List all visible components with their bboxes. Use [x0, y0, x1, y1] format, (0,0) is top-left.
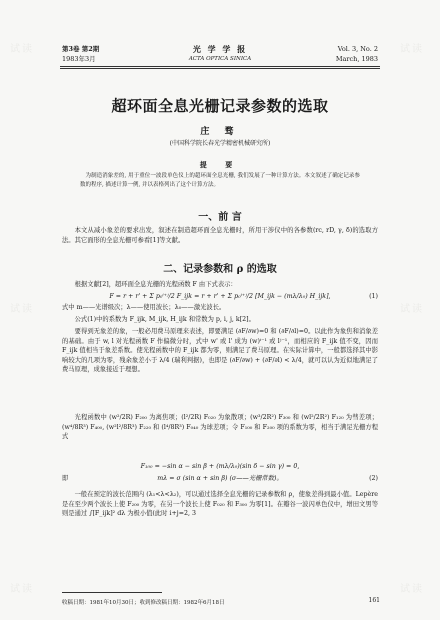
equation-body: mλ = σ (sin α + sin β) (σ——光栅常数)。	[157, 475, 283, 482]
footnote-rule	[62, 592, 162, 593]
equation-1	[62, 292, 378, 301]
equation-body: F = r + r' + Σ p₀ⁱ⁺ʲ/2 F_ijk = r + r' + Σ p₀ⁱ⁺ʲ/2 [M_ijk − (mλ/λ₀) H_ijk],	[109, 293, 331, 300]
journal-name-cn: 光 学 学 报	[192, 44, 248, 54]
equation-lead: 即	[62, 475, 69, 482]
section-title: 一、前 言	[198, 212, 242, 223]
header-rule	[60, 66, 380, 67]
section-paragraph: 根据文献[2]，超环面全息光栅的光程函数 F 由下式表示：	[74, 281, 237, 288]
watermark: 试读	[10, 44, 34, 55]
section-title: 二、记录参数和 ρ 的选取	[163, 264, 277, 275]
header-rule	[60, 68, 380, 69]
journal-name-en: ACTA OPTICA SINICA	[188, 56, 252, 62]
volume-issue: 第3卷 第2期	[62, 45, 100, 53]
page-number: 161	[368, 597, 380, 604]
section-paragraph: 要得到无象差的象，一般必用费马原理来表述，即要满足 (∂F/∂w)=0 和 (∂F/∂l)=0。以此作为象焦和消象差的基础。由于 w, l 对光程函数 F 作偏微分时，式中 w' 或 l' 成为 (w)ⁱ⁻¹ 或 lʲ⁻¹，而相应的 F_ijk 值不变，因而 F_ijk 值相当于象差系数。使光程函数中的 F_ijk 都为零，则满足了费马原理。在实际计算中，一般都选择其中影响较大的几项为零，残余象差小于 λ/4 (瑞利判据)，也即是 (∂F/∂w) + (∂F/∂l) < λ/4，就可以认为近似地满足了费马原理，成象接近于理想。	[62, 328, 378, 374]
equation-number: (2)	[369, 475, 378, 482]
volume-en: Vol. 3, No. 2	[337, 45, 378, 53]
watermark: 试读	[400, 584, 424, 595]
issue-date: 1983年3月	[62, 55, 96, 63]
watermark: 试读	[400, 304, 424, 315]
section-paragraph: 公式(1)中的系数为 F_ijk, M_ijk, H_ijk 和常数为 p, i, j, k[2]。	[74, 316, 255, 323]
footnote: 收稿日期：1981年10月30日；收到修改稿日期：1982年6月18日	[62, 600, 225, 606]
watermark: 试读	[10, 304, 34, 315]
date-en: March, 1983	[335, 55, 378, 63]
equation-2	[62, 474, 378, 483]
section-paragraph: 光程函数中 (w²/2R) F₂₀₀ 为离焦项；(l²/2R) F₀₂₀ 为象散项；(w³/2R²) F₃₀₀ 和 (wl²/2R²) F₁₂₀ 为彗差项；(w⁴/8R³) F₄₀₀, (w²l²/8R³) F₂₂₀ 和 (l⁴/8R³) F₀₄₀ 为球差项；令 F₁₀₀ 和 F₂₀₀ 项的系数为零，相当于满足光栅方程式	[62, 414, 378, 441]
section-paragraph: 一般在预定的波长范围内 (λ₁<λ<λ₂)，可以通过选择全息光栅的记录参数和 ρ，使象差得到最小值。Lepère 是在至少两个波长上使 F₂₀₀ 为零，在另一个波长上使 F₀₂₀ 和 F₃₀₀ 为零[1]。在瓣谷一波闪单色仪中，增田文男等则是通过 ∫[F_ijk]² dλ 为极小值(此时 i+j=2, 3	[62, 491, 378, 518]
watermark: 试读	[10, 584, 34, 595]
paper-title: 超环面全息光栅记录参数的选取	[111, 97, 329, 115]
section-paragraph: 本文从减小象差的要求出发，叙述在制造超环面全息光栅时，所用干涉仪中的各参数(rc, rD, γ, δ)的选取方法。其它面形的全息光栅可参看[1]等文献。	[62, 227, 378, 244]
author: 庄 骛	[200, 127, 240, 137]
equation-body: F₁₀₀ = −sin α − sin β + (mλ/λ₀)(sin δ − sin γ) = 0,	[140, 463, 300, 470]
abstract-heading: 提 要	[199, 160, 241, 169]
abstract-text: 为制造消象差的, 用于重位一波段单色仪上的超环面全息光栅, 我们发展了一种计算方法。本文叙述了确定记录参数的程序, 描述计算一例, 并以表格列出了这个计算方法。	[80, 173, 360, 188]
equation-2a	[62, 462, 378, 471]
equation-where: 式中 m——光谱级次；λ——使用波长；λ₀——激光波长。	[62, 304, 226, 311]
equation-number: (1)	[369, 293, 378, 300]
header-right	[336, 44, 378, 64]
affiliation: (中国科学院长春光学精密机械研究所)	[169, 140, 271, 147]
watermark: 试读	[400, 44, 424, 55]
